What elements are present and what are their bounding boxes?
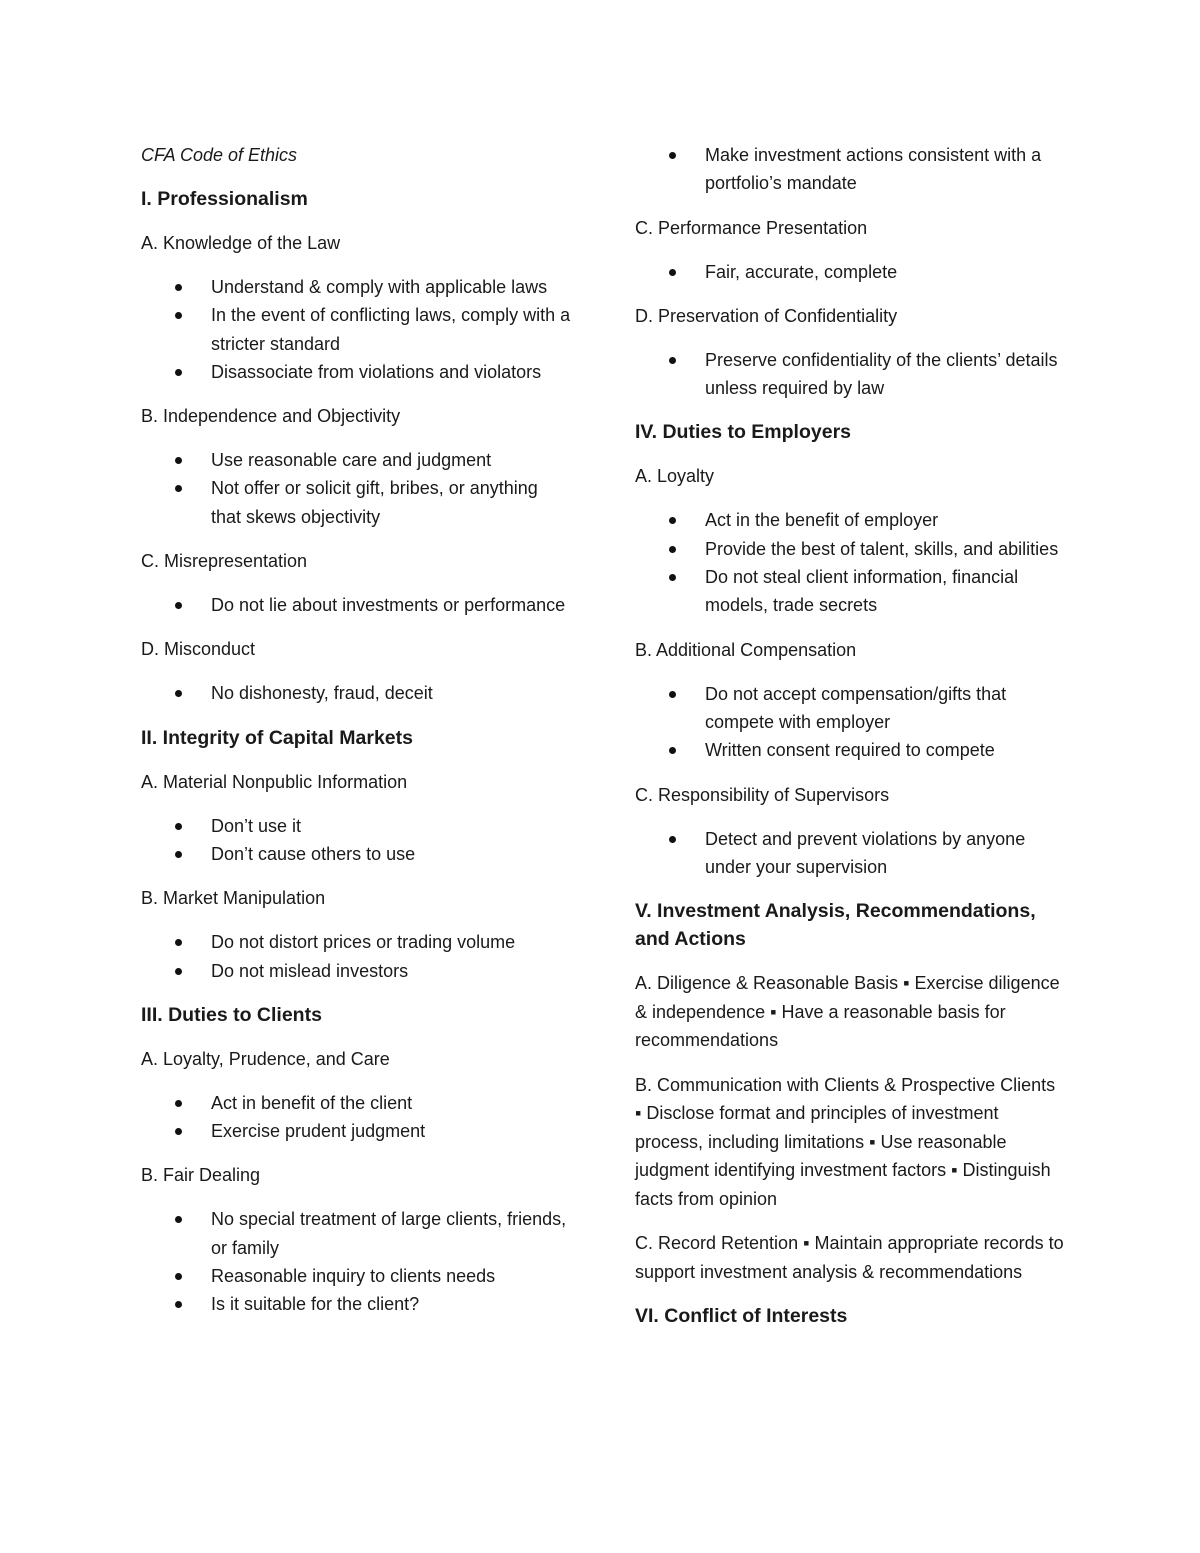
bullet-list xyxy=(141,591,571,619)
list-item: Provide the best of talent, skills, and abilities xyxy=(705,535,1065,563)
bullet-icon xyxy=(669,152,676,159)
bullet-icon xyxy=(175,690,182,697)
right-column xyxy=(635,141,1065,1346)
bullet-icon xyxy=(175,1216,182,1223)
bullet-list xyxy=(141,679,571,707)
subsection-heading: A. Knowledge of the Law xyxy=(141,233,341,253)
bullet-icon xyxy=(175,1128,182,1135)
section-heading-duties-to-clients: III. Duties to Clients xyxy=(141,1003,322,1026)
list-item: Do not lie about investments or performance xyxy=(211,591,571,619)
bullet-icon xyxy=(669,836,676,843)
list-item: Do not mislead investors xyxy=(211,957,571,985)
list-item: Fair, accurate, complete xyxy=(705,258,1065,286)
subsection-heading: B. Fair Dealing xyxy=(141,1165,261,1186)
list-item: Not offer or solicit gift, bribes, or anything that skews objectivity xyxy=(211,474,571,531)
bullet-icon xyxy=(669,574,676,581)
bullet-icon xyxy=(175,369,182,376)
subsection-heading: A. Material Nonpublic Information xyxy=(141,771,408,792)
bullet-icon xyxy=(175,823,182,830)
bullet-icon xyxy=(669,691,676,698)
subsection-heading: B. Independence and Objectivity xyxy=(141,406,401,427)
paragraph: B. Communication with Clients & Prospective Clients ▪ Disclose format and principles of investment process, including limitations ▪ Use reasonable judgment identifying investment factors ▪ Distinguish facts from opinion xyxy=(635,1074,1056,1209)
list-item: Do not steal client information, financial models, trade secrets xyxy=(705,563,1065,620)
bullet-list xyxy=(635,258,1065,286)
list-item: Don’t use it xyxy=(211,812,571,840)
bullet-list xyxy=(635,680,1065,765)
bullet-icon xyxy=(175,939,182,946)
document-title: CFA Code of Ethics xyxy=(141,145,298,165)
bullet-icon xyxy=(175,968,182,975)
list-item: Use reasonable care and judgment xyxy=(211,446,571,474)
list-item: Do not accept compensation/gifts that compete with employer xyxy=(705,680,1065,737)
list-item: Written consent required to compete xyxy=(705,736,1065,764)
bullet-icon xyxy=(669,269,676,276)
bullet-icon xyxy=(175,602,182,609)
list-item: No dishonesty, fraud, deceit xyxy=(211,679,571,707)
subsection-heading: C. Performance Presentation xyxy=(635,217,868,238)
bullet-list xyxy=(141,273,571,386)
list-item: Exercise prudent judgment xyxy=(211,1117,571,1145)
bullet-list xyxy=(635,506,1065,619)
list-item: Understand & comply with applicable laws xyxy=(211,273,571,301)
list-item: Disassociate from violations and violators xyxy=(211,358,571,386)
bullet-list xyxy=(635,346,1065,403)
section-heading-capital-markets: II. Integrity of Capital Markets xyxy=(141,726,413,749)
list-item: Make investment actions consistent with a portfolio’s mandate xyxy=(705,141,1065,198)
bullet-list xyxy=(635,825,1065,882)
bullet-icon xyxy=(175,1100,182,1107)
bullet-list xyxy=(141,1089,571,1146)
bullet-icon xyxy=(175,284,182,291)
subsection-heading: B. Market Manipulation xyxy=(141,888,326,909)
list-item: Do not distort prices or trading volume xyxy=(211,928,571,956)
bullet-icon xyxy=(669,546,676,553)
list-item: No special treatment of large clients, friends, or family xyxy=(211,1205,571,1262)
bullet-list xyxy=(141,1205,571,1318)
bullet-icon xyxy=(175,457,182,464)
bullet-icon xyxy=(175,851,182,858)
bullet-list xyxy=(141,446,571,531)
list-item: Act in the benefit of employer xyxy=(705,506,1065,534)
subsection-heading: D. Preservation of Confidentiality xyxy=(635,305,898,326)
bullet-icon xyxy=(669,747,676,754)
subsection-heading: A. Loyalty, Prudence, and Care xyxy=(141,1048,390,1069)
list-item: Is it suitable for the client? xyxy=(211,1290,571,1318)
bullet-icon xyxy=(175,1301,182,1308)
section-heading-duties-to-employers: IV. Duties to Employers xyxy=(635,421,852,444)
list-item: Act in benefit of the client xyxy=(211,1089,571,1117)
section-heading-conflict-of-interests: VI. Conflict of Interests xyxy=(635,1305,848,1328)
paragraph: A. Diligence & Reasonable Basis ▪ Exercise diligence & independence ▪ Have a reasonable basis for recommendations xyxy=(635,973,1060,1051)
bullet-icon xyxy=(175,312,182,319)
bullet-icon xyxy=(175,485,182,492)
paragraph: C. Record Retention ▪ Maintain appropriate records to support investment analysis & recommendations xyxy=(635,1233,1064,1282)
section-heading-investment-analysis: V. Investment Analysis, Recommendations, and Actions xyxy=(635,900,1036,951)
list-item: Reasonable inquiry to clients needs xyxy=(211,1262,571,1290)
bullet-icon xyxy=(669,357,676,364)
section-heading-professionalism: I. Professionalism xyxy=(141,188,308,210)
list-item: Don’t cause others to use xyxy=(211,840,571,868)
subsection-heading: D. Misconduct xyxy=(141,639,256,660)
subsection-heading: C. Misrepresentation xyxy=(141,551,308,572)
left-column xyxy=(141,141,571,1335)
subsection-heading: A. Loyalty xyxy=(635,466,715,487)
bullet-list xyxy=(635,141,1065,198)
bullet-icon xyxy=(175,1273,182,1280)
bullet-icon xyxy=(669,517,676,524)
list-item: Detect and prevent violations by anyone under your supervision xyxy=(705,825,1065,882)
bullet-list xyxy=(141,812,571,869)
list-item: In the event of conflicting laws, comply with a stricter standard xyxy=(211,301,571,358)
subsection-heading: B. Additional Compensation xyxy=(635,639,857,660)
subsection-heading: C. Responsibility of Supervisors xyxy=(635,784,890,805)
bullet-list xyxy=(141,928,571,985)
list-item: Preserve confidentiality of the clients’ details unless required by law xyxy=(705,346,1065,403)
